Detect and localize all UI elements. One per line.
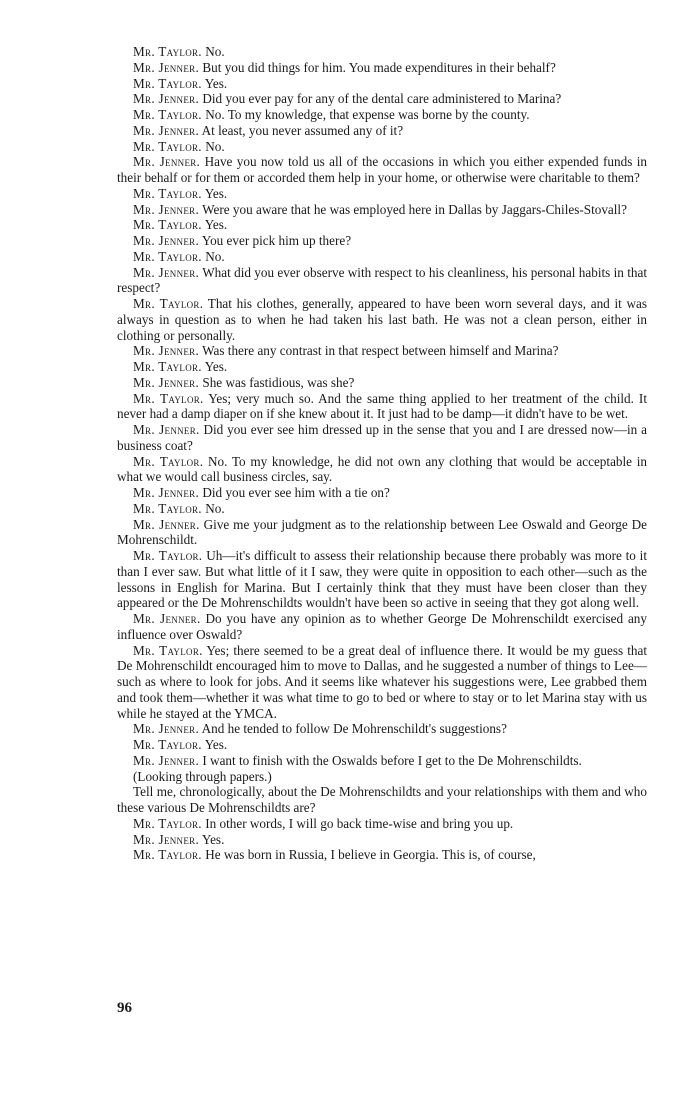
paragraph-text: Have you now told us all of the occasions in which you either expended funds in their behalf or for them or accorded them help in your home, or otherwise were charitable to them? [117,154,647,185]
transcript-paragraph [117,832,647,848]
transcript-paragraph [117,359,647,375]
paragraph-text: Tell me, chronologically, about the De Mohrenschildts and your relationships with them and who these various De Mohrenschildts are? [117,784,647,815]
speaker-label: Mr. Taylor. [133,847,202,863]
paragraph-text: And he tended to follow De Mohrenschildt's suggestions? [201,721,507,737]
page-number: 96 [117,1000,132,1016]
speaker-label: Mr. Jenner. [133,374,200,390]
transcript-paragraph [117,123,647,139]
transcript-paragraph [117,784,647,816]
transcript-paragraph [117,769,647,785]
speaker-label: Mr. Jenner. [133,752,200,768]
paragraph-text: Yes. [204,737,228,752]
transcript-paragraph [117,391,647,423]
paragraph-text: No. [205,138,225,154]
paragraph-text: No. [205,248,225,264]
paragraph-text: Yes. [204,75,228,91]
speaker-label: Mr. Taylor. [133,453,204,469]
speaker-label: Mr. Taylor. [133,217,202,233]
paragraph-text: Yes; very much so. And the same thing applied to her treatment of the child. It never had a damp diaper on if she knew about it. It just had to be damp—it didn't have to be wet. [117,390,647,422]
paragraph-text: Was there any contrast in that respect between himself and Marina? [202,343,559,359]
transcript-paragraph [117,737,647,753]
paragraph-text: Do you have any opinion as to whether George De Mohrenschildt exercised any influence over Oswald? [117,611,647,642]
transcript-paragraph [117,375,647,391]
transcript-body [117,44,647,863]
transcript-paragraph [117,233,647,249]
transcript-paragraph [117,76,647,92]
speaker-label: Mr. Taylor. [133,359,202,374]
paragraph-text: In other words, I will go back time-wise and bring you up. [205,815,514,831]
speaker-label: Mr. Taylor. [133,75,202,91]
paragraph-text: No. [205,44,225,59]
speaker-label: Mr. Taylor. [133,390,204,406]
speaker-label: Mr. Taylor. [133,548,203,563]
paragraph-text: Did you ever see him with a tie on? [202,485,390,500]
paragraph-text: At least, you never assumed any of it? [201,122,404,138]
transcript-paragraph [117,107,647,123]
speaker-label: Mr. Taylor. [133,248,202,264]
transcript-paragraph [117,847,647,863]
paragraph-text: Yes. [204,217,228,233]
paragraph-text: She was fastidious, was she? [202,374,355,390]
paragraph-text: No. [205,500,225,516]
transcript-paragraph [117,485,647,501]
paragraph-text: Yes; there seemed to be a great deal of influence there. It would be my guess that De Mohrenschildt encouraged him to move to Dallas, and he suggested a number of things to Lee—such as where to look for jobs. And it seems like whatever his suggestions were, Lee grabbed them and took them—whether it was what time to go to bed or where to stay or to let Marina stay with us while he stayed at the YMCA. [117,642,647,721]
paragraph-text: Give me your judgment as to the relationship between Lee Oswald and George De Mohrenschildt. [117,516,647,548]
transcript-paragraph [117,265,647,297]
speaker-label: Mr. Taylor. [133,815,202,831]
paragraph-text: (Looking through papers.) [133,768,272,784]
speaker-label: Mr. Jenner. [133,233,200,248]
transcript-paragraph [117,154,647,186]
speaker-label: Mr. Jenner. [133,201,200,217]
speaker-label: Mr. Jenner. [133,721,200,737]
speaker-label: Mr. Jenner. [133,264,200,280]
speaker-label: Mr. Jenner. [133,59,200,75]
paragraph-text: Did you ever see him dressed up in the sense that you and I are dressed now—in a business coat? [117,422,647,453]
transcript-paragraph [117,296,647,343]
speaker-label: Mr. Jenner. [133,516,200,532]
transcript-paragraph [117,501,647,517]
speaker-label: Mr. Taylor. [133,296,204,311]
transcript-paragraph [117,422,647,454]
speaker-label: Mr. Jenner. [133,831,200,847]
transcript-paragraph [117,202,647,218]
speaker-label: Mr. Taylor. [133,44,202,59]
paragraph-text: I want to finish with the Oswalds before I get to the De Mohrenschildts. [202,752,582,768]
speaker-label: Mr. Taylor. [133,138,202,154]
transcript-paragraph [117,611,647,643]
transcript-paragraph [117,816,647,832]
transcript-paragraph [117,249,647,265]
transcript-paragraph [117,343,647,359]
speaker-label: Mr. Jenner. [133,343,200,359]
transcript-paragraph [117,217,647,233]
paragraph-text: Were you aware that he was employed here in Dallas by Jaggars-Chiles-Stovall? [202,201,627,217]
speaker-label: Mr. Taylor. [133,642,203,658]
speaker-label: Mr. Jenner. [133,154,201,170]
paragraph-text: What did you ever observe with respect to his cleanliness, his personal habits in that respect? [117,264,647,296]
speaker-label: Mr. Taylor. [133,737,202,752]
transcript-paragraph [117,44,647,60]
paragraph-text: But you did things for him. You made expenditures in their behalf? [202,59,556,75]
transcript-paragraph [117,186,647,202]
transcript-paragraph [117,60,647,76]
paragraph-text: No. To my knowledge, he did not own any clothing that would be acceptable in what we would call business circles, say. [117,453,647,485]
speaker-label: Mr. Taylor. [133,500,202,516]
speaker-label: Mr. Jenner. [133,485,200,500]
paragraph-text: Yes. [204,185,228,201]
transcript-paragraph [117,753,647,769]
paragraph-text: He was born in Russia, I believe in Georgia. This is, of course, [205,847,536,863]
speaker-label: Mr. Jenner. [133,122,200,138]
speaker-label: Mr. Jenner. [133,91,200,107]
speaker-label: Mr. Jenner. [133,611,201,626]
paragraph-text: Uh—it's difficult to assess their relationship because there probably was more to it than I ever saw. But what little of it I saw, they were quite in opposition to each other—such as the lessons in English for Marina. But I certainly think that they must have been closer than they appeared or the De Mohrenschildts wouldn't have been so active in seeing that they got along well. [117,548,647,611]
transcript-paragraph [117,139,647,155]
paragraph-text: No. To my knowledge, that expense was borne by the county. [205,107,530,122]
transcript-paragraph [117,454,647,486]
paragraph-text: You ever pick him up there? [201,233,352,248]
paragraph-text: That his clothes, generally, appeared to have been worn several days, and it was always in question as to when he had taken his last bath. He was not a clean person, either in clothing or personally. [117,296,647,343]
transcript-paragraph [117,721,647,737]
transcript-paragraph [117,643,647,722]
transcript-paragraph [117,517,647,549]
speaker-label: Mr. Jenner. [133,422,200,437]
paragraph-text: Yes. [201,831,225,847]
speaker-label: Mr. Taylor. [133,107,202,122]
speaker-label: Mr. Taylor. [133,185,202,201]
transcript-paragraph [117,548,647,611]
paragraph-text: Did you ever pay for any of the dental care administered to Marina? [202,91,562,107]
transcript-paragraph [117,91,647,107]
paragraph-text: Yes. [204,359,228,374]
